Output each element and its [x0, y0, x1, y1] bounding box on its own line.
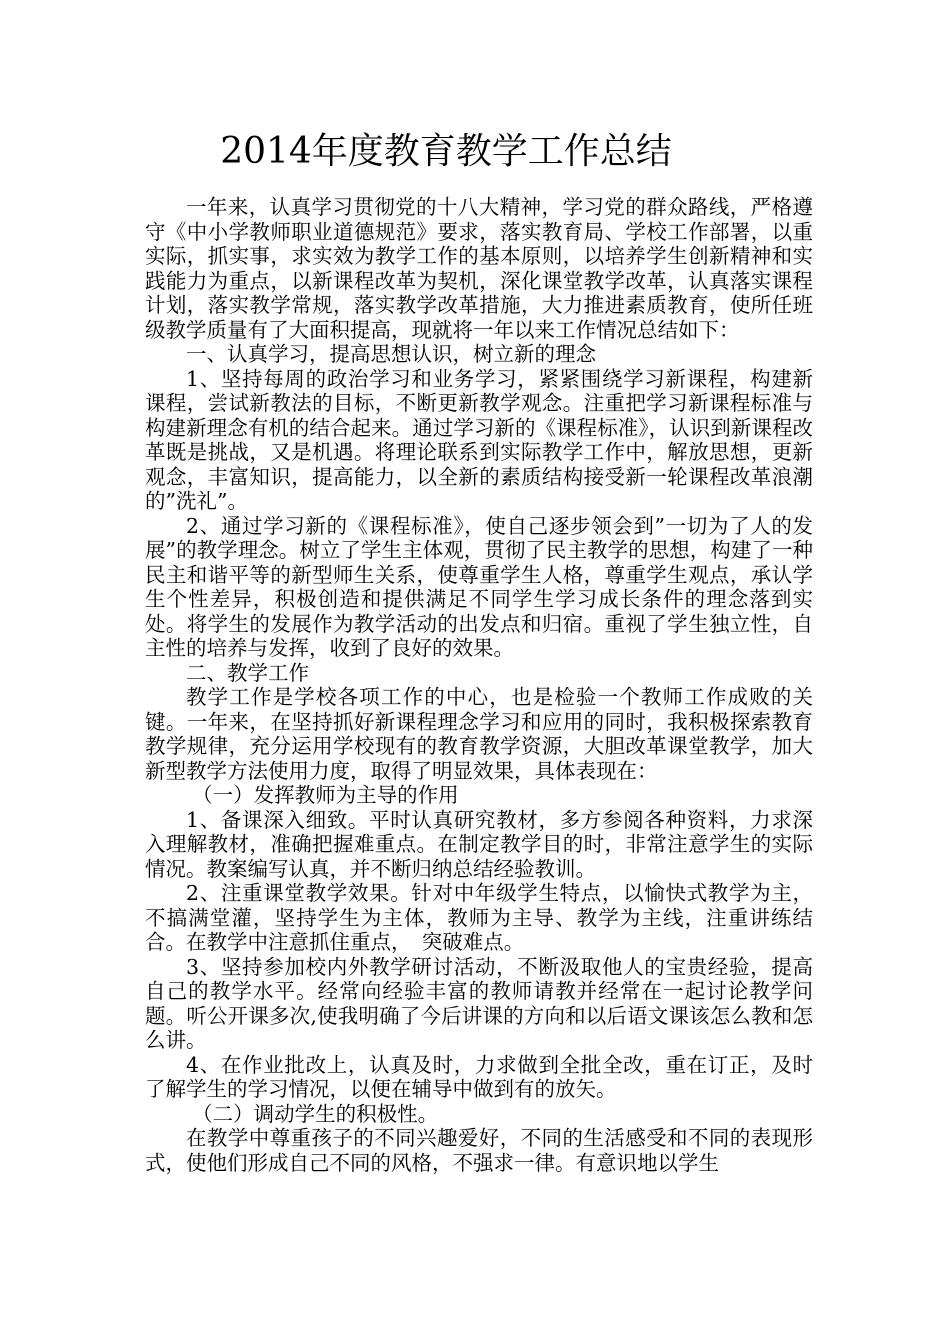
body-paragraph: 2、注重课堂教学效果。针对中年级学生特点，以愉快式教学为主，不搞满堂灌，坚持学生为主体，教师为主导、教学为主线，注重讲练结合。在教学中注意抓住重点， 突破难点。 [145, 881, 813, 954]
body-paragraph: 2、通过学习新的《课程标准》，使自己逐步领会到”一切为了人的发展”的教学理念。树立了学生主体观，贯彻了民主教学的思想，构建了一种民主和谐平等的新型师生关系，使尊重学生人格，尊重学生观点，承认学生个性差异，积极创造和提供满足不同学生学习成长条件的理念落到实处。将学生的发展作为教学活动的出发点和归宿。重视了学生独立性，自主性的培养与发挥，收到了良好的效果。 [145, 513, 813, 660]
body-paragraph: 3、坚持参加校内外教学研讨活动，不断汲取他人的宝贵经验，提高自己的教学水平。经常向经验丰富的教师请教并经常在一起讨论教学问题。听公开课多次,使我明确了今后讲课的方向和以后语文课该怎么教和怎么讲。 [145, 954, 813, 1052]
body-paragraph: 教学工作是学校各项工作的中心，也是检验一个教师工作成败的关键。一年来，在坚持抓好新课程理念学习和应用的同时，我积极探索教育教学规律，充分运用学校现有的教育教学资源，大胆改革课堂教学，加大新型教学方法使用力度，取得了明显效果，具体表现在： [145, 685, 813, 783]
body-paragraph: 在教学中尊重孩子的不同兴趣爱好，不同的生活感受和不同的表现形式，使他们形成自己不同的风格，不强求一律。有意识地以学生 [145, 1126, 813, 1175]
intro-paragraph: 一年来，认真学习贯彻党的十八大精神，学习党的群众路线，严格遵守《中小学教师职业道德规范》要求，落实教育局、学校工作部署，以重实际，抓实事，求实效为教学工作的基本原则，以培养学生创新精神和实践能力为重点，以新课程改革为契机，深化课堂教学改革，认真落实课程计划，落实教学常规，落实教学改革措施，大力推进素质教育，使所任班级教学质量有了大面积提高，现就将一年以来工作情况总结如下： [145, 195, 813, 342]
document-title: 2014年度教育教学工作总结 [220, 131, 672, 172]
body-paragraph: 1、备课深入细致。平时认真研究教材，多方参阅各种资料，力求深入理解教材，准确把握难重点。在制定教学目的时，非常注意学生的实际情况。教案编写认真，并不断归纳总结经验教训。 [145, 807, 813, 881]
subsection-heading-1: （一）发挥教师为主导的作用 [192, 783, 459, 807]
section-heading-1: 一、认真学习，提高思想认识，树立新的理念 [186, 342, 596, 366]
section-heading-2: 二、教学工作 [186, 660, 309, 685]
document-body [145, 195, 813, 1175]
body-paragraph: 4、在作业批改上，认真及时，力求做到全批全改，重在订正，及时了解学生的学习情况，以便在辅导中做到有的放矢。 [145, 1052, 813, 1101]
body-paragraph: 1、坚持每周的政治学习和业务学习，紧紧围绕学习新课程，构建新课程，尝试新教法的目标，不断更新教学观念。注重把学习新课程标准与构建新理念有机的结合起来。通过学习新的《课程标准》，认识到新课程改革既是挑战，又是机遇。将理论联系到实际教学工作中，解放思想，更新观念，丰富知识，提高能力，以全新的素质结构接受新一轮课程改革浪潮的”洗礼”。 [145, 366, 813, 513]
subsection-heading-2: （二）调动学生的积极性。 [192, 1101, 439, 1126]
